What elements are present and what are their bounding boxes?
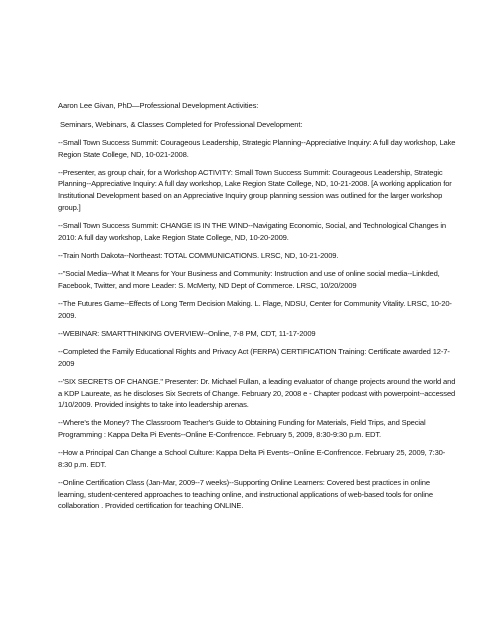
activity-entry: --Where's the Money? The Classroom Teacher's Guide to Obtaining Funding for Materials, Field Trips, and Special Programming : Kappa Delta Pi Events--Online E-Confrencce. February 5, 2009, 8:30-9:30 p.m. EDT. [58,418,426,440]
activity-entry: --WEBINAR: SMARTTHINKING OVERVIEW--Online, 7-8 PM, CDT, 11-17-2009 [58,328,316,338]
activity-entry: --Small Town Success Summit: CHANGE IS IN THE WIND--Navigating Economic, Social, and Technological Changes in 2010: A full day workshop, Lake Region State College, ND, 10-20-2009. [58,220,446,242]
activity-entry: --Presenter, as group chair, for a Workshop ACTIVITY: Small Town Success Summit: Courageous Leadership, Strategic Planning--Appreciative Inquiry: A full day workshop, Lake Region State College, ND, 10-21-2008. [A working application for Institutional Development based on an Appreciative Inquiry group planning session was outlined for the larger workshop group.] [58,167,452,212]
activity-entry: --The Futures Game--Effects of Long Term Decision Making. L. Flage, NDSU, Center for Community Vitality. LRSC, 10-20-2009. [58,298,452,320]
activity-entry: --'SIX SECRETS OF CHANGE." Presenter: Dr. Michael Fullan, a leading evaluator of change projects around the world and a KDP Laureate, as he discloses Six Secrets of Change. February 20, 2008 e - Chapter podcast with powerpoint--accessed 1/10/2009. Provided insights to take into leadership arenas. [58,377,456,410]
activity-entry: --Small Town Success Summit: Courageous Leadership, Strategic Planning--Appreciative Inquiry: A full day workshop, Lake Region State College, ND, 10-021-2008. [58,138,456,159]
activity-entry: --Train North Dakota--Northeast: TOTAL COMMUNICATIONS. LRSC, ND, 10-21-2009. [58,250,339,260]
activity-entry: --Online Certification Class (Jan-Mar, 2009--7 weeks)--Supporting Online Learners: Covered best practices in online learning, student-centered approaches to teaching online, and instructional applications of web-based tools for online collaboration . Provided certification for teaching ONLINE. [58,478,433,511]
activity-entry: --"Social Media--What It Means for Your Business and Community: Instruction and use of online social media--Linkded, Facebook, Twitter, and more Leader: S. McMerty, ND Dept of Commerce. LRSC, 10/20/2009 [58,269,440,290]
section-subheading: Seminars, Webinars, & Classes Completed for Professional Development: [60,119,303,129]
activity-entry: --Completed the Family Educational Rights and Privacy Act (FERPA) CERTIFICATION Training: Certificate awarded 12-7-2009 [58,347,450,368]
document-heading: Aaron Lee Givan, PhD—Professional Development Activities: [58,101,259,110]
document-page [58,100,458,519]
activity-entry: --How a Principal Can Change a School Culture: Kappa Delta Pi Events--Online E-Confrencce. February 25, 2009, 7:30-8:30 p.m. EDT. [58,448,446,469]
